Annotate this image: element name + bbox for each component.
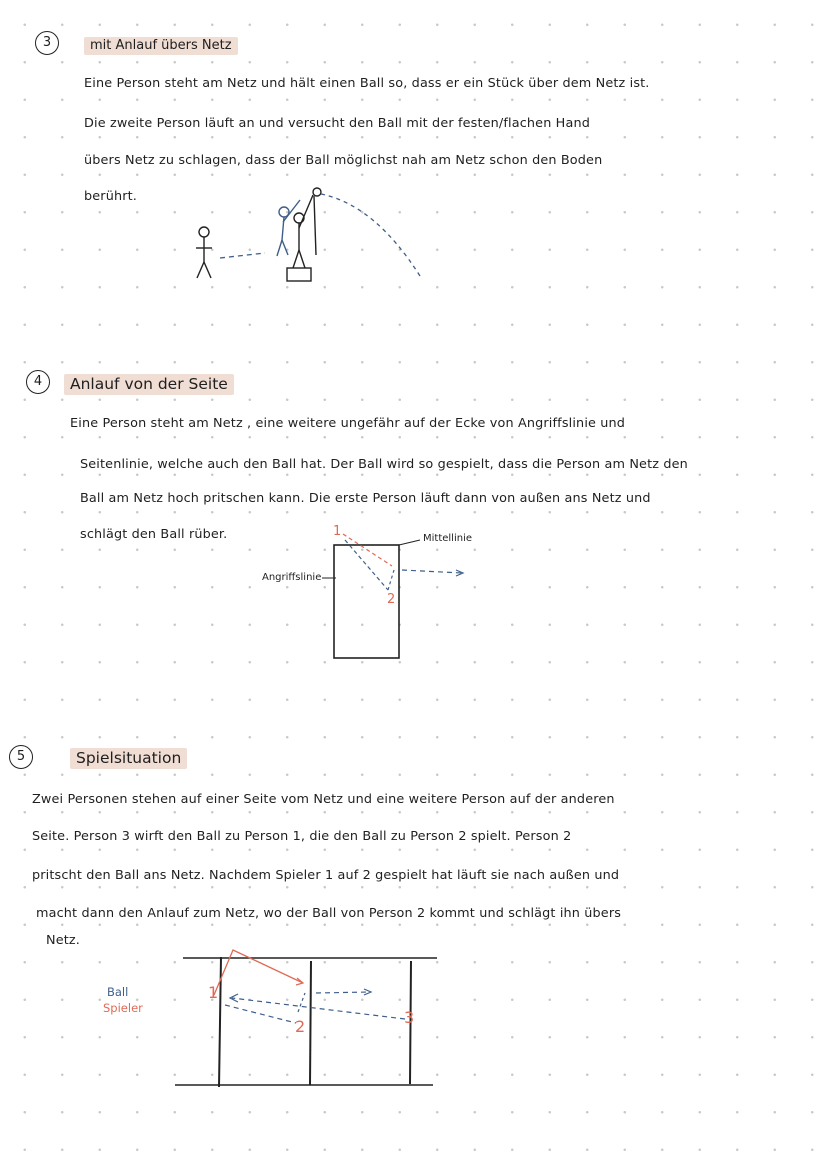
run-path — [220, 253, 265, 258]
text-line: schlägt den Ball rüber. — [80, 527, 228, 542]
ball-pass-arrow — [345, 540, 388, 590]
section-number-4: 4 — [26, 370, 50, 394]
marker-player-3: 3 — [404, 1008, 415, 1027]
text-line: Eine Person steht am Netz und hält einen Ball so, dass er ein Stück über dem Netz ist. — [84, 76, 650, 91]
text-line: Seitenlinie, welche auch den Ball hat. Der Ball wird so gespielt, dass die Person am Netz den — [80, 457, 688, 472]
section-number-5: 5 — [9, 745, 33, 769]
ball-attack-arrow — [402, 570, 462, 573]
text-line: Die zweite Person läuft an und versucht den Ball mit der festen/flachen Hand — [84, 116, 590, 131]
text-line: Ball am Netz hoch pritschen kann. Die erste Person läuft dann von außen ans Netz und — [80, 491, 651, 506]
player1-run — [214, 950, 303, 995]
label-angriffslinie: Angriffslinie — [262, 572, 322, 583]
text-line: macht dann den Anlauf zum Netz, wo der Ball von Person 2 kommt und schlägt ihn übers — [36, 906, 622, 921]
marker-player-1: 1 — [333, 524, 342, 539]
legend-player: Spieler — [103, 1001, 143, 1015]
section-title-4: Anlauf von der Seite — [64, 374, 234, 395]
text-line: Zwei Personen stehen auf einer Seite vom Netz und eine weitere Person auf der anderen — [32, 792, 615, 807]
jumping-figure — [277, 200, 300, 256]
ball-set-arrow — [388, 570, 394, 590]
text-line: Seite. Person 3 wirft den Ball zu Person 1, die den Ball zu Person 2 spielt. Person 2 — [32, 829, 572, 844]
ball-attack-over — [316, 992, 370, 993]
net-line — [310, 961, 311, 1085]
label-mittellinie: Mittellinie — [423, 533, 473, 544]
player-run-arrow — [343, 534, 392, 566]
section-title-5: Spielsituation — [70, 748, 187, 769]
text-line: berührt. — [84, 189, 138, 204]
attack-line-left — [219, 957, 221, 1087]
ball-1-to-2 — [225, 1005, 296, 1023]
text-line: Eine Person steht am Netz , eine weitere ungefähr auf der Ecke von Angriffslinie und — [70, 416, 626, 431]
marker-player-2: 2 — [295, 1017, 306, 1036]
text-line: übers Netz zu schlagen, dass der Ball möglichst nah am Netz schon den Boden — [84, 153, 603, 168]
marker-player-1: 1 — [208, 983, 219, 1002]
legend-ball: Ball — [107, 985, 129, 999]
section-number-3: 3 — [35, 31, 59, 55]
stick-figure-on-box — [287, 188, 321, 281]
stick-figure-runner — [196, 227, 212, 278]
text-line: pritscht den Ball ans Netz. Nachdem Spieler 1 auf 2 gespielt hat läuft sie nach außen und — [32, 868, 620, 883]
ball-3-to-1 — [232, 998, 405, 1019]
mittellinie-pointer — [399, 540, 420, 545]
ball-2-to-net — [298, 993, 305, 1012]
marker-player-2: 2 — [387, 592, 396, 607]
text-line: Netz. — [46, 933, 80, 948]
ball-trajectory — [321, 194, 420, 276]
section-title-3: mit Anlauf übers Netz — [84, 37, 238, 55]
